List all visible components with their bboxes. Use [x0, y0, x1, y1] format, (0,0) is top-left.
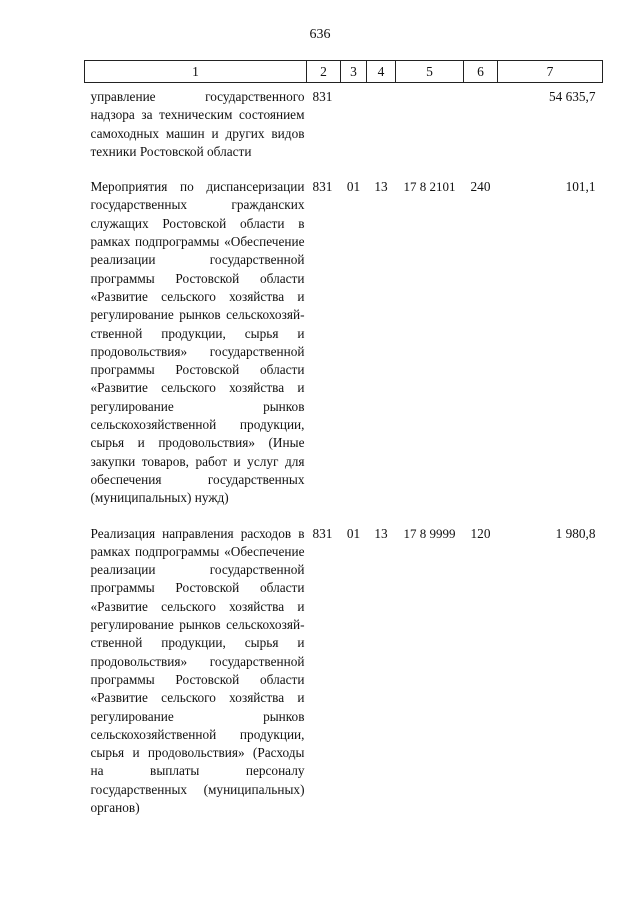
row-amount: 54 635,7 — [548, 89, 596, 104]
budget-table — [84, 60, 603, 817]
row-pr — [367, 83, 396, 174]
row-gr: 831 — [312, 89, 333, 104]
column-header-3: 3 — [341, 61, 367, 83]
column-header-4: 4 — [367, 61, 396, 83]
page-number: 636 — [309, 27, 331, 42]
table-header-row — [85, 61, 603, 83]
row-amount: 1 980,8 — [555, 525, 596, 541]
table-row — [85, 83, 603, 174]
row-pr: 13 — [374, 525, 388, 541]
column-header-6: 6 — [464, 61, 498, 83]
row-rz — [341, 83, 367, 174]
row-vr — [464, 83, 498, 174]
row-pr: 13 — [374, 179, 388, 195]
column-header-1: 1 — [85, 61, 307, 83]
row-vr: 240 — [470, 179, 491, 195]
column-header-2: 2 — [307, 61, 341, 83]
table-row — [85, 520, 603, 818]
table-row — [85, 173, 603, 519]
row-name: управление государственного надзора за техническим состоянием самоходных машин и других видов техники Ростовской области — [90, 89, 305, 159]
row-gr: 831 — [312, 179, 333, 195]
column-header-7: 7 — [498, 61, 603, 83]
row-amount: 101,1 — [565, 179, 596, 195]
row-vr: 120 — [470, 525, 491, 541]
row-name: Мероприятия по диспансеризации государственных гражданских служащих Ростовской области в рамках подпрограммы «Обеспечение реализации государственной программы Ростовской области «Развитие сельского хозяйства и регулирование рынков сельскохозяйственной продукции, сырья и продовольствия» государственной программы Ростовской области «Развитие сельского хозяйства и регулирование рынков сельскохозяйственной продукции, сырья и продовольствия» (Иные закупки товаров, работ и услуг для обеспечения государственных (муниципальных) нужд) — [90, 179, 305, 506]
row-rz: 01 — [346, 179, 361, 195]
row-gr: 831 — [312, 525, 333, 541]
row-csr: 17 8 2101 — [403, 179, 456, 195]
row-csr — [396, 83, 464, 174]
column-header-5: 5 — [396, 61, 464, 83]
row-rz: 01 — [346, 525, 361, 541]
row-name: Реализация направления расходов в рамках подпрограммы «Обеспечение реализации государственной программы Ростовской области «Развитие сельского хозяйства и регулирование рынков сельскохозяйственной продукции, сырья и продовольствия» государственной программы Ростовской области «Развитие сельского хозяйства и регулирование рынков сельскохозяйственной продукции, сырья и продовольствия» (Расходы на выплаты персоналу государственных (муниципальных) органов) — [90, 525, 305, 815]
row-csr: 17 8 9999 — [403, 525, 456, 541]
